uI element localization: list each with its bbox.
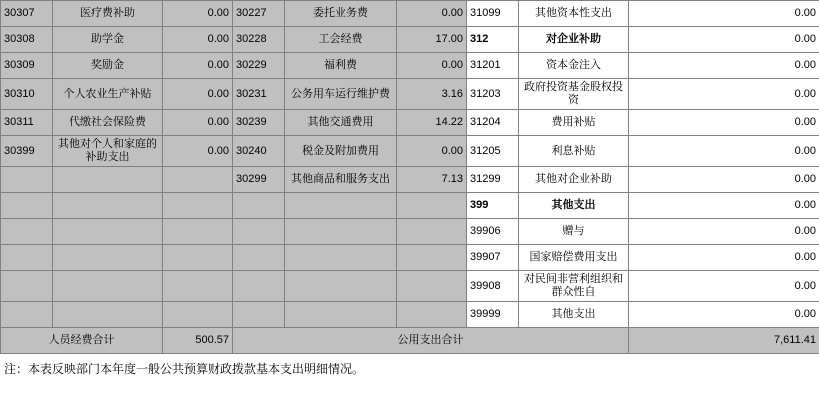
table-row	[1, 53, 819, 79]
table-row	[1, 79, 819, 110]
row-value: 0.00	[397, 53, 467, 79]
row-value: 0.00	[163, 53, 233, 79]
row-name: 其他支出	[519, 193, 629, 219]
row-name: 政府投资基金股权投资	[519, 79, 629, 110]
row-code	[1, 193, 53, 219]
row-value: 0.00	[163, 136, 233, 167]
row-name: 对民间非营利组织和群众性自	[519, 271, 629, 302]
row-code	[233, 302, 285, 328]
row-name: 其他对个人和家庭的补助支出	[53, 136, 163, 167]
row-code	[233, 271, 285, 302]
row-name: 其他对企业补助	[519, 167, 629, 193]
row-name: 助学金	[53, 27, 163, 53]
row-code: 31204	[467, 110, 519, 136]
row-name	[53, 193, 163, 219]
row-value: 17.00	[397, 27, 467, 53]
row-code	[1, 245, 53, 271]
row-code: 399	[467, 193, 519, 219]
row-name: 资本金注入	[519, 53, 629, 79]
row-value: 0.00	[629, 219, 819, 245]
row-value	[397, 302, 467, 328]
public-total-label: 公用支出合计	[233, 328, 629, 354]
row-name: 公务用车运行维护费	[285, 79, 397, 110]
row-name	[53, 271, 163, 302]
row-name	[53, 245, 163, 271]
row-value: 0.00	[397, 136, 467, 167]
row-value: 0.00	[163, 79, 233, 110]
row-value: 0.00	[629, 53, 819, 79]
row-code: 30309	[1, 53, 53, 79]
row-code: 30229	[233, 53, 285, 79]
row-name: 个人农业生产补贴	[53, 79, 163, 110]
row-code: 30239	[233, 110, 285, 136]
row-name: 其他交通费用	[285, 110, 397, 136]
row-code: 39906	[467, 219, 519, 245]
row-name: 其他商品和服务支出	[285, 167, 397, 193]
row-code	[233, 219, 285, 245]
row-value: 0.00	[629, 193, 819, 219]
row-value: 0.00	[397, 1, 467, 27]
row-code: 30308	[1, 27, 53, 53]
row-code: 30310	[1, 79, 53, 110]
row-code: 30231	[233, 79, 285, 110]
row-value	[397, 219, 467, 245]
row-value: 0.00	[629, 167, 819, 193]
row-code: 312	[467, 27, 519, 53]
row-code	[1, 271, 53, 302]
row-name	[53, 219, 163, 245]
row-name	[285, 193, 397, 219]
row-code	[1, 302, 53, 328]
row-name: 委托业务费	[285, 1, 397, 27]
row-code: 30228	[233, 27, 285, 53]
personnel-total-label: 人员经费合计	[1, 328, 163, 354]
row-value	[163, 219, 233, 245]
personnel-total-value: 500.57	[163, 328, 233, 354]
row-name: 对企业补助	[519, 27, 629, 53]
row-value: 0.00	[163, 27, 233, 53]
row-code: 31205	[467, 136, 519, 167]
row-value: 0.00	[629, 1, 819, 27]
row-value: 0.00	[629, 79, 819, 110]
table-row	[1, 193, 819, 219]
table-row	[1, 1, 819, 27]
row-value	[163, 167, 233, 193]
row-code	[233, 193, 285, 219]
table-note: 注：本表反映部门本年度一般公共预算财政拨款基本支出明细情况。	[4, 362, 365, 376]
row-name	[53, 167, 163, 193]
row-value	[397, 271, 467, 302]
row-value	[163, 302, 233, 328]
table-row	[1, 110, 819, 136]
row-value: 14.22	[397, 110, 467, 136]
table-row	[1, 27, 819, 53]
row-code: 39999	[467, 302, 519, 328]
row-code	[233, 245, 285, 271]
row-name: 代缴社会保险费	[53, 110, 163, 136]
row-name	[53, 302, 163, 328]
row-code: 31299	[467, 167, 519, 193]
row-name: 医疗费补助	[53, 1, 163, 27]
row-code: 31201	[467, 53, 519, 79]
table-body	[1, 1, 819, 354]
row-name: 利息补贴	[519, 136, 629, 167]
row-name: 其他支出	[519, 302, 629, 328]
row-code: 30240	[233, 136, 285, 167]
totals-row	[1, 328, 819, 354]
row-name	[285, 219, 397, 245]
row-value: 0.00	[629, 245, 819, 271]
row-value: 3.16	[397, 79, 467, 110]
row-value	[163, 271, 233, 302]
row-value: 0.00	[629, 302, 819, 328]
row-name: 奖励金	[53, 53, 163, 79]
row-code: 30227	[233, 1, 285, 27]
table-row	[1, 302, 819, 328]
row-value: 0.00	[163, 110, 233, 136]
row-name: 国家赔偿费用支出	[519, 245, 629, 271]
row-value	[397, 245, 467, 271]
row-code: 30307	[1, 1, 53, 27]
row-name: 税金及附加费用	[285, 136, 397, 167]
row-code	[1, 219, 53, 245]
row-code	[1, 167, 53, 193]
table-row	[1, 167, 819, 193]
row-name: 工会经费	[285, 27, 397, 53]
row-name: 费用补贴	[519, 110, 629, 136]
row-value: 7.13	[397, 167, 467, 193]
row-value	[163, 245, 233, 271]
row-name	[285, 302, 397, 328]
table-row	[1, 271, 819, 302]
row-value: 0.00	[629, 110, 819, 136]
public-total-value: 7,611.41	[629, 328, 819, 354]
row-code: 39908	[467, 271, 519, 302]
row-code: 31099	[467, 1, 519, 27]
row-code: 30311	[1, 110, 53, 136]
row-name: 其他资本性支出	[519, 1, 629, 27]
row-value: 0.00	[629, 271, 819, 302]
row-name	[285, 271, 397, 302]
row-code: 30399	[1, 136, 53, 167]
row-value: 0.00	[629, 27, 819, 53]
row-value: 0.00	[163, 1, 233, 27]
row-code: 31203	[467, 79, 519, 110]
row-value: 0.00	[629, 136, 819, 167]
row-name: 赠与	[519, 219, 629, 245]
table-row	[1, 136, 819, 167]
row-code: 39907	[467, 245, 519, 271]
row-name	[285, 245, 397, 271]
row-name: 福利费	[285, 53, 397, 79]
table-row	[1, 245, 819, 271]
row-code: 30299	[233, 167, 285, 193]
row-value	[163, 193, 233, 219]
table-row	[1, 219, 819, 245]
row-value	[397, 193, 467, 219]
